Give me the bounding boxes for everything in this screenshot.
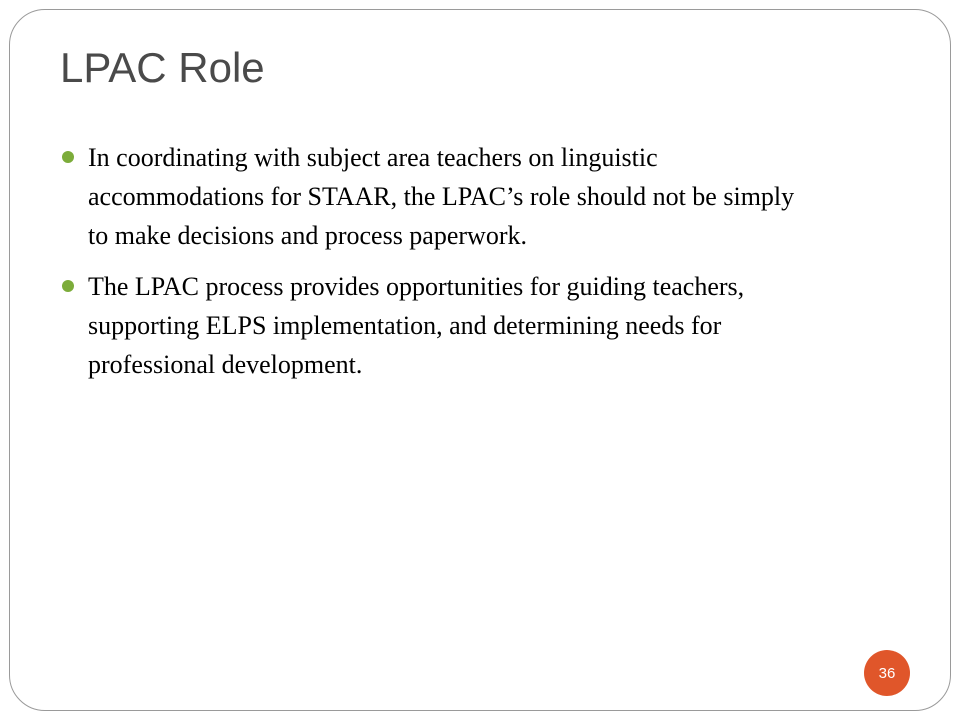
bullet-item <box>60 267 820 384</box>
slide-title: LPAC Role <box>60 44 265 91</box>
bullet-dot-icon <box>62 280 74 292</box>
bullet-dot-icon <box>62 151 74 163</box>
bullet-item <box>60 138 820 255</box>
bullet-text: In coordinating with subject area teachers on linguistic accommodations for STAAR, the LPAC’s role should not be simply to make decisions and process paperwork. <box>88 143 795 250</box>
page-number-badge <box>864 650 910 696</box>
page-number: 36 <box>878 664 896 682</box>
bullet-text: The LPAC process provides opportunities for guiding teachers, supporting ELPS implementation, and determining needs for professional development. <box>88 272 745 379</box>
bullet-list <box>60 138 820 396</box>
